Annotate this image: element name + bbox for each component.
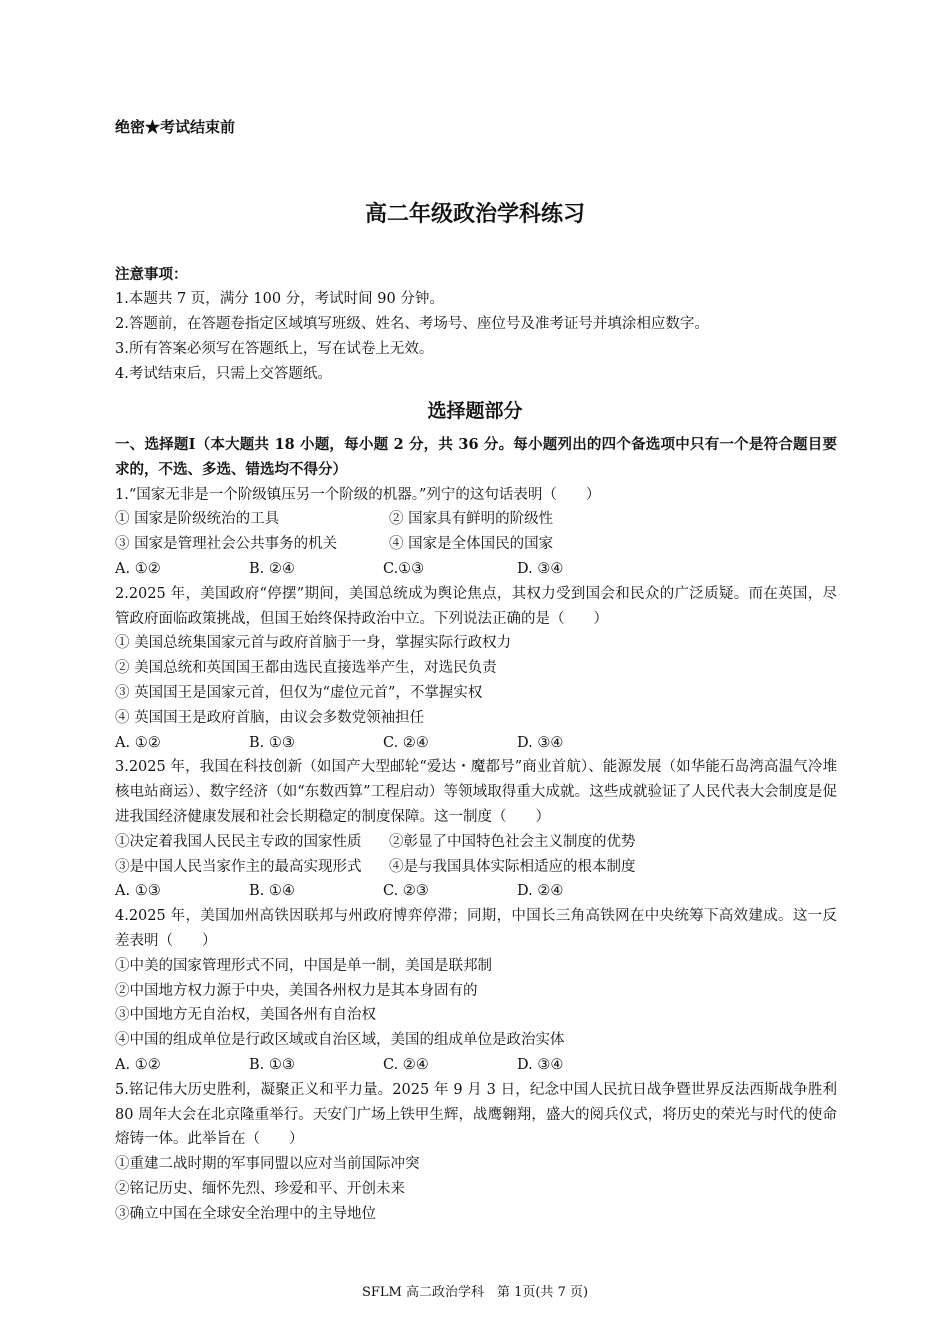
statement: ②中国地方权力源于中央，美国各州权力是其本身固有的: [115, 982, 478, 999]
secret-mark: 绝密★考试结束前: [115, 118, 236, 136]
statement: ④ 英国国王是政府首脑，由议会多数党领袖担任: [115, 709, 425, 726]
statement: ① 国家是阶级统治的工具: [115, 511, 280, 528]
option: B. ①④: [249, 883, 295, 900]
statement: ③ 国家是管理社会公共事务的机关: [115, 536, 338, 553]
statement-row: [115, 532, 837, 557]
statement: ③ 英国国王是国家元首，但仅为“虚位元首”，不掌握实权: [115, 684, 483, 701]
statement-row: [115, 855, 837, 880]
option: D. ②④: [517, 883, 564, 900]
option: A. ①③: [115, 883, 161, 900]
statement: ③中国地方无自治权，美国各州有自治权: [115, 1007, 376, 1024]
option: D. ③④: [517, 734, 564, 751]
question-stem: 3.2025 年，我国在科技创新（如国产大型邮轮“爱达・魔都号”商业首航）、能源发展（如华能石岛湾高温气冷堆核电站商运）、数字经济（如“东数西算”工程启动）等领域取得重大成就。这些成就验证了人民代表大会制度是促进我国经济健康发展和社会长期稳定的制度保障。这一制度（ ）: [115, 759, 837, 825]
statement: ②铭记历史、缅怀先烈、珍爱和平、开创未来: [115, 1180, 405, 1197]
statement: ③是中国人民当家作主的最高实现形式: [115, 858, 362, 875]
answer-options: [115, 1053, 837, 1078]
option: C. ②④: [383, 1056, 429, 1073]
statement: ② 美国总统和英国国王都由选民直接选举产生，对选民负责: [115, 660, 497, 677]
option: C. ②④: [383, 734, 429, 751]
option: B. ①③: [249, 1056, 295, 1073]
statement: ③确立中国在全球安全治理中的主导地位: [115, 1205, 376, 1222]
answer-options: [115, 731, 837, 756]
option: A. ①②: [115, 560, 161, 577]
notice-item: 2.答题前，在答题卷指定区域填写班级、姓名、考场号、座位号及准考证号并填涂相应数字。: [115, 316, 709, 332]
statement-row: [115, 507, 837, 532]
statement: ②彰显了中国特色社会主义制度的优势: [389, 833, 636, 850]
notice-item: 1.本题共 7 页，满分 100 分，考试时间 90 分钟。: [115, 291, 444, 307]
notice-item: 3.所有答案必须写在答题纸上，写在试卷上无效。: [115, 341, 434, 357]
statement-row: [115, 830, 837, 855]
answer-options: [115, 557, 837, 582]
statement: ①重建二战时期的军事同盟以应对当前国际冲突: [115, 1156, 420, 1173]
statement: ④是与我国具体实际相适应的根本制度: [389, 858, 636, 875]
option: A. ①②: [115, 734, 161, 751]
question-stem: 4.2025 年，美国加州高铁因联邦与州政府博弈停滞；同期，中国长三角高铁网在中央统筹下高效建成。这一反差表明（ ）: [115, 908, 837, 949]
question-stem: 5.铭记伟大历史胜利，凝聚正义和平力量。2025 年 9 月 3 日，纪念中国人民抗日战争暨世界反法西斯战争胜利 80 周年大会在北京隆重举行。天安门广场上铁甲生辉，战鹰翱翔，盛大的阅兵仪式，将历史的荣光与时代的使命熔铸一体。此举旨在（ ）: [115, 1081, 837, 1148]
statement: ④ 国家是全体国民的国家: [389, 536, 554, 553]
statement: ④中国的组成单位是行政区域或自治区域，美国的组成单位是政治实体: [115, 1032, 565, 1049]
option: C. ②③: [383, 883, 429, 900]
notice-heading: 注意事项：: [115, 266, 188, 283]
question-stem: 1.“国家无非是一个阶级镇压另一个阶级的机器。”列宁的这句话表明（ ）: [115, 486, 601, 503]
option: B. ①③: [249, 734, 295, 751]
page-footer: SFLM 高二政治学科 第 1页(共 7 页): [361, 1285, 589, 1300]
questions-block: [115, 433, 837, 1227]
section-title: 选择题部分: [427, 400, 523, 422]
section-instruction: 一、选择题Ⅰ（本大题共 18 小题，每小题 2 分，共 36 分。每小题列出的四个备选项中只有一个是符合题目要求的，不选、多选、错选均不得分）: [115, 436, 837, 478]
notice-item: 4.考试结束后，只需上交答题纸。: [115, 366, 332, 382]
statement: ② 国家具有鲜明的阶级性: [389, 511, 554, 528]
statement: ①中美的国家管理形式不同，中国是单一制，美国是联邦制: [115, 957, 492, 974]
notice-block: [115, 262, 845, 387]
option: C.①③: [383, 560, 425, 577]
option: B. ②④: [249, 560, 295, 577]
option: A. ①②: [115, 1056, 161, 1073]
answer-options: [115, 879, 837, 904]
statement: ①决定着我国人民民主专政的国家性质: [115, 833, 362, 850]
option: D. ③④: [517, 560, 564, 577]
exam-title: 高二年级政治学科练习: [364, 201, 585, 227]
statement: ① 美国总统集国家元首与政府首脑于一身，掌握实际行政权力: [115, 635, 512, 652]
option: D. ③④: [517, 1056, 564, 1073]
question-stem: 2.2025 年，美国政府“停摆”期间，美国总统成为舆论焦点，其权力受到国会和民众的广泛质疑。而在英国，尽管政府面临政策挑战，但国王始终保持政治中立。下列说法正确的是（ ）: [115, 585, 837, 627]
